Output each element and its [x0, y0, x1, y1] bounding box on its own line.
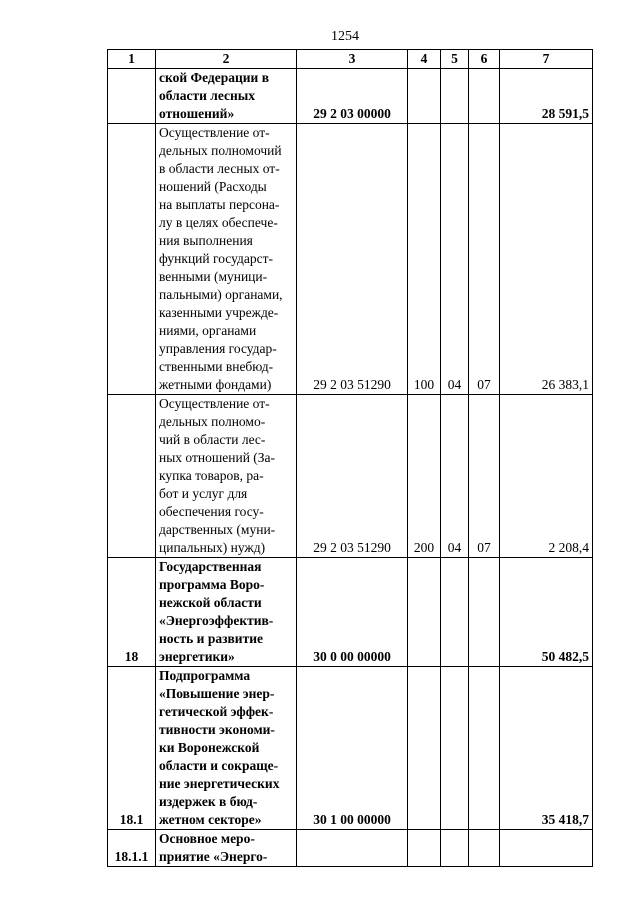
section-cell: 04 — [441, 395, 469, 558]
row-number-cell: 18.1 — [108, 667, 156, 830]
row-name-line: ки Воронежской — [159, 740, 260, 755]
row-name-line: издержек в бюд- — [159, 794, 258, 809]
header-col-5: 5 — [441, 50, 469, 69]
table-row — [108, 124, 593, 395]
row-name-line: казенными учрежде- — [159, 305, 279, 320]
row-name-cell — [156, 667, 297, 830]
row-name-line: функций государст- — [159, 251, 273, 266]
row-name-line: Государственная — [159, 559, 262, 574]
header-col-2: 2 — [156, 50, 297, 69]
row-name-cell — [156, 830, 297, 867]
row-name-line: венными (муници- — [159, 269, 268, 284]
row-number-cell: 18.1.1 — [108, 830, 156, 867]
row-name-line: в области лесных от- — [159, 161, 280, 176]
header-col-4: 4 — [408, 50, 441, 69]
row-name-line: на выплаты персона- — [159, 197, 280, 212]
row-name-line: области лесных — [159, 88, 256, 103]
target-code-cell — [297, 830, 408, 867]
row-name-line: нежской области — [159, 595, 262, 610]
row-name-line: отношений» — [159, 106, 235, 121]
section-cell: 04 — [441, 124, 469, 395]
expense-type-cell: 200 — [408, 395, 441, 558]
subsection-cell: 07 — [469, 124, 500, 395]
expense-type-cell — [408, 830, 441, 867]
row-name-line: дельных полномо- — [159, 414, 266, 429]
header-col-7: 7 — [500, 50, 593, 69]
row-name-line: дельных полномочий — [159, 143, 282, 158]
subsection-cell — [469, 667, 500, 830]
table-row — [108, 558, 593, 667]
section-cell — [441, 667, 469, 830]
row-name-line: «Повышение энер- — [159, 686, 275, 701]
table-row — [108, 830, 593, 867]
row-name-line: купка товаров, ра- — [159, 468, 264, 483]
amount-cell: 2 208,4 — [500, 395, 593, 558]
subsection-cell: 07 — [469, 395, 500, 558]
row-name-cell — [156, 395, 297, 558]
budget-table — [107, 49, 593, 867]
expense-type-cell — [408, 69, 441, 124]
row-name-line: дарственных (муни- — [159, 522, 276, 537]
amount-cell: 28 591,5 — [500, 69, 593, 124]
table-row — [108, 667, 593, 830]
section-cell — [441, 69, 469, 124]
section-cell — [441, 558, 469, 667]
expense-type-cell — [408, 558, 441, 667]
subsection-cell — [469, 830, 500, 867]
row-name-line: ниями, органами — [159, 323, 257, 338]
row-name-line: бот и услуг для — [159, 486, 248, 501]
expense-type-cell — [408, 667, 441, 830]
row-name-line: пальными) органами, — [159, 287, 283, 302]
row-name-line: Осуществление от- — [159, 396, 270, 411]
header-col-6: 6 — [469, 50, 500, 69]
row-name-line: ние энергетических — [159, 776, 280, 791]
header-row — [108, 50, 593, 69]
row-name-line: Основное меро- — [159, 831, 255, 846]
row-name-cell — [156, 69, 297, 124]
target-code-cell: 29 2 03 51290 — [297, 124, 408, 395]
row-name-line: ской Федерации в — [159, 70, 269, 85]
row-name-line: жетными фондами) — [159, 377, 272, 392]
row-name-line: «Энергоэффектив- — [159, 613, 274, 628]
row-name-line: обеспечения госу- — [159, 504, 264, 519]
table-body — [108, 69, 593, 867]
row-number-cell — [108, 69, 156, 124]
amount-cell: 26 383,1 — [500, 124, 593, 395]
target-code-cell: 30 0 00 00000 — [297, 558, 408, 667]
target-code-cell: 29 2 03 51290 — [297, 395, 408, 558]
row-name-line: Осуществление от- — [159, 125, 270, 140]
row-name-line: программа Воро- — [159, 577, 265, 592]
row-name-line: приятие «Энерго- — [159, 849, 268, 864]
row-number-cell — [108, 395, 156, 558]
row-number-cell — [108, 124, 156, 395]
row-name-line: ния выполнения — [159, 233, 253, 248]
amount-cell: 50 482,5 — [500, 558, 593, 667]
row-name-line: ципальных) нужд) — [159, 540, 266, 555]
row-name-line: энергетики» — [159, 649, 235, 664]
row-name-line: ных отношений (За- — [159, 450, 276, 465]
page-number: 1254 — [331, 29, 359, 44]
header-col-1: 1 — [108, 50, 156, 69]
expense-type-cell: 100 — [408, 124, 441, 395]
row-name-line: чий в области лес- — [159, 432, 266, 447]
subsection-cell — [469, 69, 500, 124]
row-name-line: ношений (Расходы — [159, 179, 267, 194]
row-name-line: Подпрограмма — [159, 668, 251, 683]
row-name-line: лу в целях обеспече- — [159, 215, 278, 230]
row-name-line: гетической эффек- — [159, 704, 274, 719]
target-code-cell: 30 1 00 00000 — [297, 667, 408, 830]
row-number-cell: 18 — [108, 558, 156, 667]
row-name-cell — [156, 558, 297, 667]
row-name-cell — [156, 124, 297, 395]
amount-cell: 35 418,7 — [500, 667, 593, 830]
amount-cell — [500, 830, 593, 867]
section-cell — [441, 830, 469, 867]
header-col-3: 3 — [297, 50, 408, 69]
row-name-line: ственными внебюд- — [159, 359, 274, 374]
target-code-cell: 29 2 03 00000 — [297, 69, 408, 124]
subsection-cell — [469, 558, 500, 667]
row-name-line: управления государ- — [159, 341, 277, 356]
table-row — [108, 69, 593, 124]
row-name-line: жетном секторе» — [159, 812, 262, 827]
table-row — [108, 395, 593, 558]
row-name-line: ность и развитие — [159, 631, 263, 646]
row-name-line: области и сокраще- — [159, 758, 279, 773]
row-name-line: тивности экономи- — [159, 722, 275, 737]
